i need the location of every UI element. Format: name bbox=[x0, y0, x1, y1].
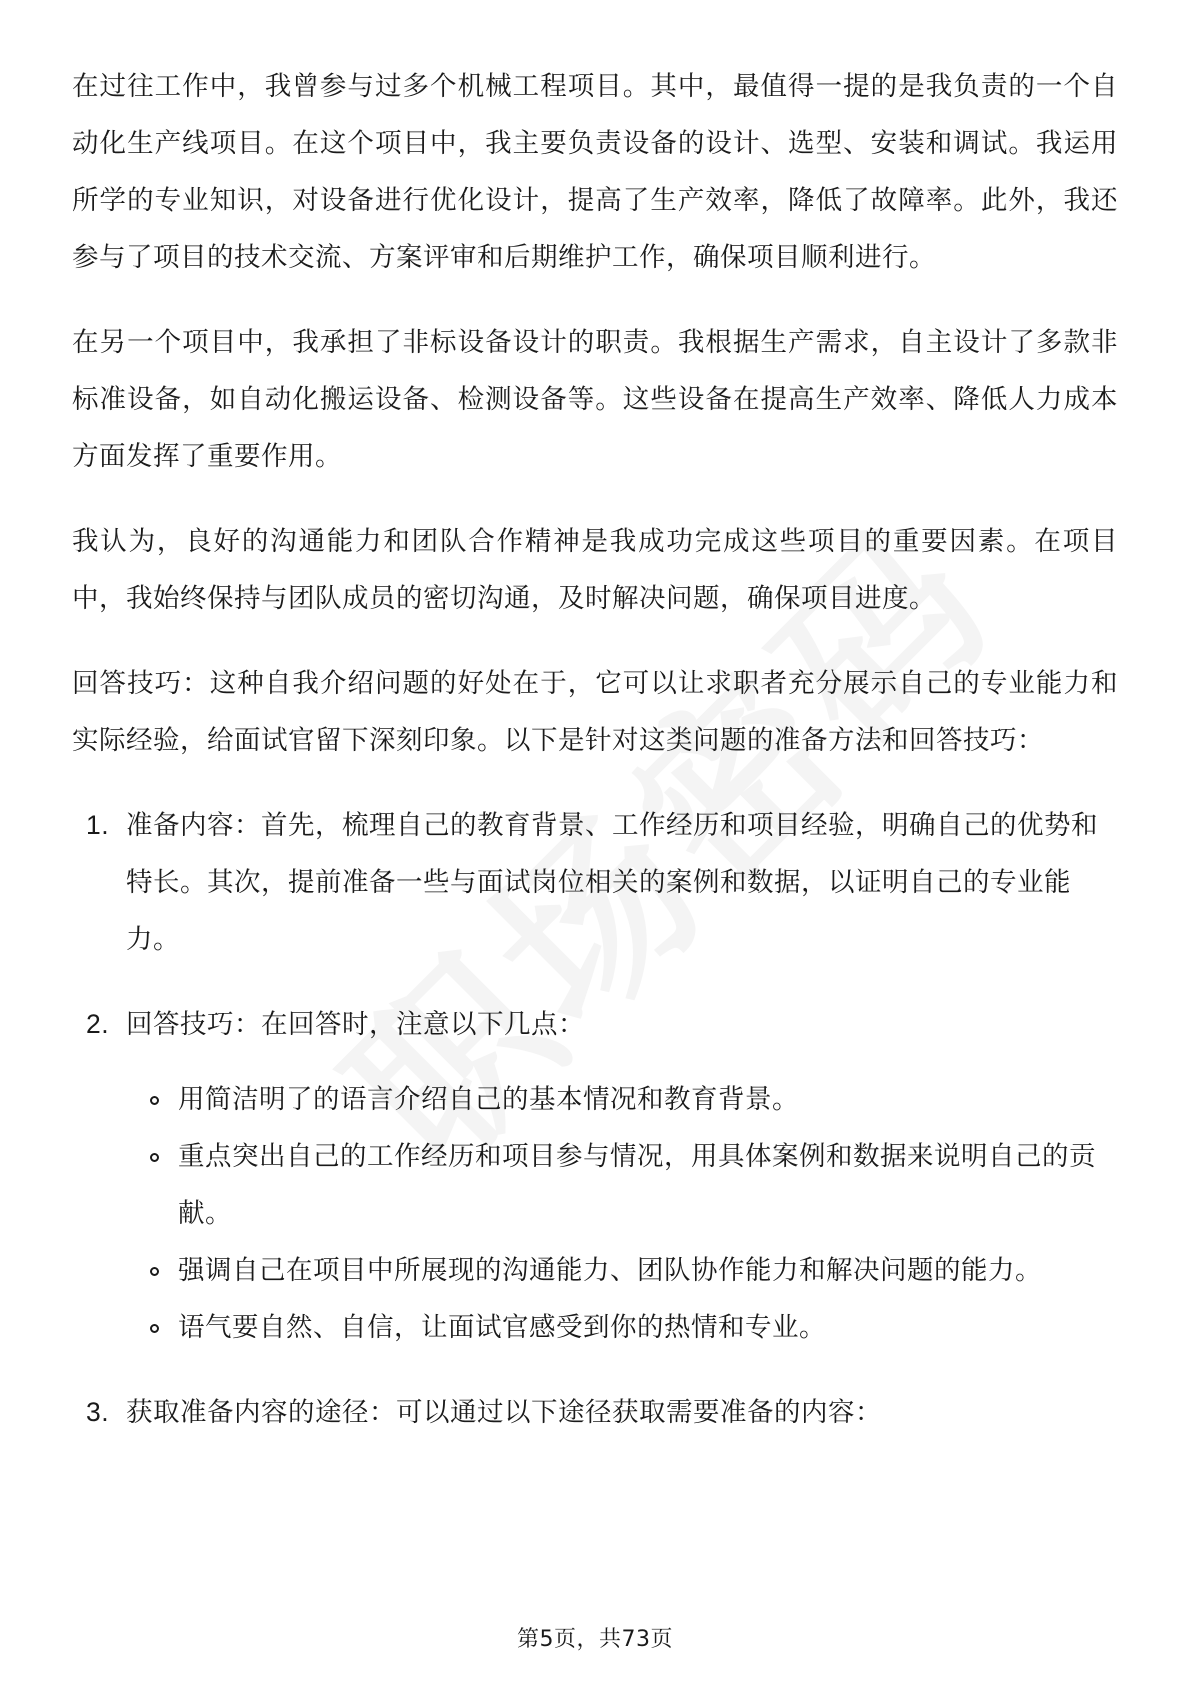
sub-list-item bbox=[126, 1128, 1118, 1242]
sub-list-item bbox=[126, 1242, 1118, 1299]
paragraph-1: 在过往工作中，我曾参与过多个机械工程项目。其中，最值得一提的是我负责的一个自动化生产线项目。在这个项目中，我主要负责设备的设计、选型、安装和调试。我运用所学的专业知识，对设备进行优化设计，提高了生产效率，降低了故障率。此外，我还参与了项目的技术交流、方案评审和后期维护工作，确保项目顺利进行。 bbox=[72, 71, 1118, 273]
list-number: 2. bbox=[86, 1009, 110, 1039]
list-item-text: 获取准备内容的途径：可以通过以下途径获取需要准备的内容： bbox=[126, 1397, 882, 1428]
circle-bullet-icon bbox=[150, 1324, 159, 1333]
list-item-3 bbox=[72, 1384, 1118, 1441]
sub-list bbox=[126, 1071, 1118, 1356]
list-number: 1. bbox=[86, 810, 110, 840]
list-number: 3. bbox=[86, 1397, 110, 1427]
circle-bullet-icon bbox=[150, 1096, 159, 1105]
ordered-list bbox=[72, 797, 1118, 1441]
sub-list-item-text: 用简洁明了的语言介绍自己的基本情况和教育背景。 bbox=[178, 1084, 799, 1115]
paragraph-4: 回答技巧：这种自我介绍问题的好处在于，它可以让求职者充分展示自己的专业能力和实际经验，给面试官留下深刻印象。以下是针对这类问题的准备方法和回答技巧： bbox=[72, 668, 1118, 756]
document-page bbox=[72, 58, 1118, 1469]
list-item-text: 准备内容：首先，梳理自己的教育背景、工作经历和项目经验，明确自己的优势和特长。其次，提前准备一些与面试岗位相关的案例和数据，以证明自己的专业能力。 bbox=[126, 810, 1098, 955]
sub-list-item bbox=[126, 1071, 1118, 1128]
page-footer: 第5页，共73页 bbox=[517, 1627, 673, 1652]
circle-bullet-icon bbox=[150, 1267, 159, 1276]
paragraph-3: 我认为，良好的沟通能力和团队合作精神是我成功完成这些项目的重要因素。在项目中，我始终保持与团队成员的密切沟通，及时解决问题，确保项目进度。 bbox=[72, 526, 1118, 614]
list-item-text: 回答技巧：在回答时，注意以下几点： bbox=[126, 1009, 585, 1040]
list-item-1 bbox=[72, 797, 1118, 968]
circle-bullet-icon bbox=[150, 1153, 159, 1162]
sub-list-item-text: 重点突出自己的工作经历和项目参与情况，用具体案例和数据来说明自己的贡献。 bbox=[178, 1141, 1096, 1229]
list-item-2 bbox=[72, 996, 1118, 1356]
sub-list-item-text: 强调自己在项目中所展现的沟通能力、团队协作能力和解决问题的能力。 bbox=[178, 1255, 1042, 1286]
paragraph-2: 在另一个项目中，我承担了非标设备设计的职责。我根据生产需求，自主设计了多款非标准设备，如自动化搬运设备、检测设备等。这些设备在提高生产效率、降低人力成本方面发挥了重要作用。 bbox=[72, 327, 1118, 472]
sub-list-item bbox=[126, 1299, 1118, 1356]
sub-list-item-text: 语气要自然、自信，让面试官感受到你的热情和专业。 bbox=[178, 1312, 826, 1343]
